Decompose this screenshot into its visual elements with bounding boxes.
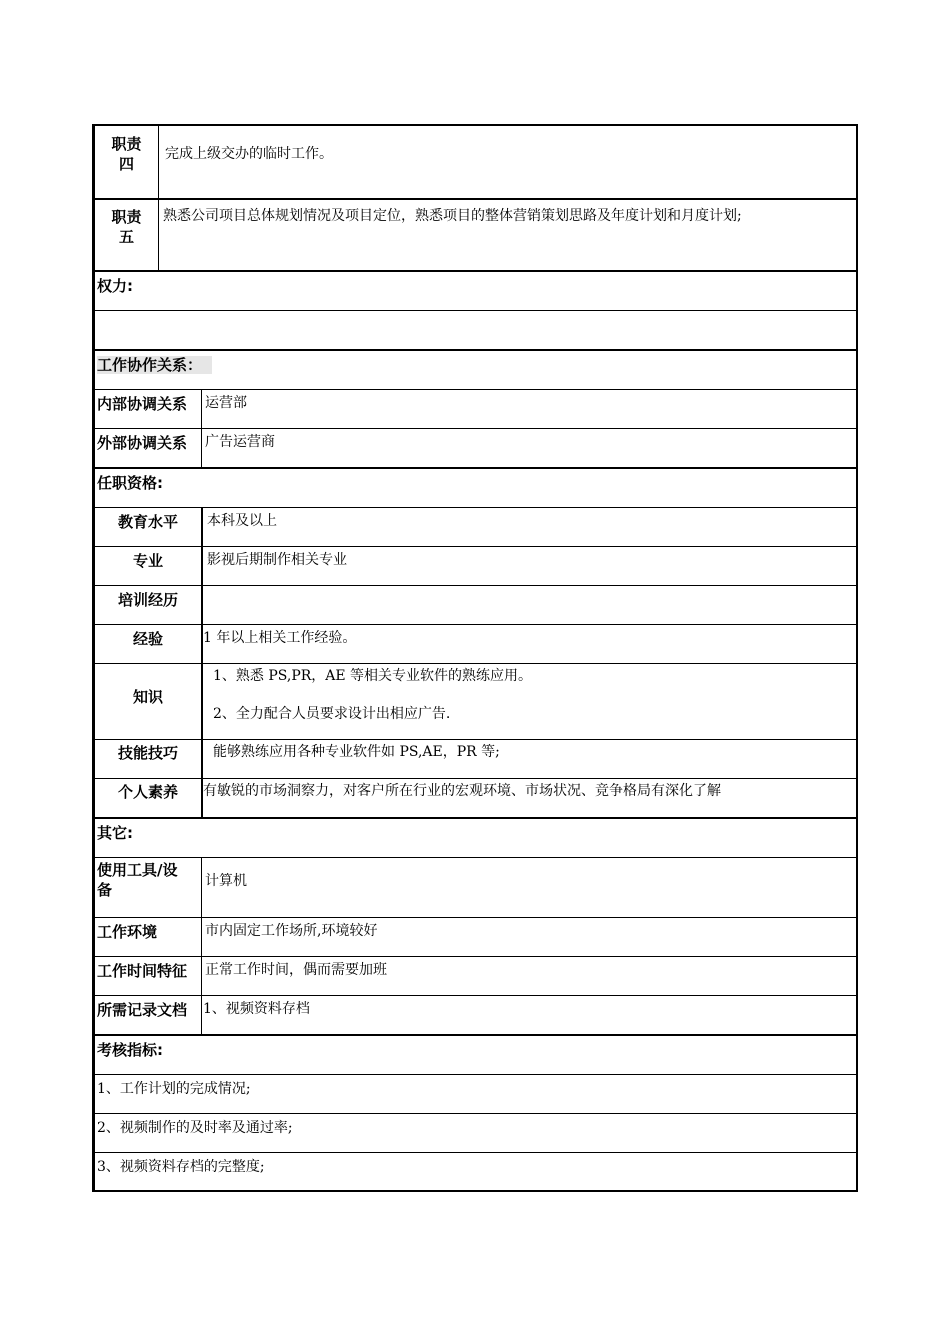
row-divider [95, 546, 856, 547]
knowledge-label: 知识 [132, 688, 163, 706]
education-label: 教育水平 [117, 513, 178, 531]
external-relation-label: 外部协调关系 [97, 434, 188, 452]
row-divider [95, 1152, 856, 1153]
column-divider [158, 126, 159, 270]
knowledge-item: 2、全力配合人员要求设计出相应广告. [213, 706, 451, 722]
experience-value: 1 年以上相关工作经验。 [203, 630, 357, 646]
collaboration-heading: 工作协作关系： [97, 355, 212, 375]
column-divider [201, 857, 202, 1034]
records-label: 所需记录文档 [97, 1001, 188, 1019]
row-divider [95, 310, 856, 311]
row-divider [95, 778, 856, 779]
hours-value: 正常工作时间，偶而需要加班 [205, 962, 387, 978]
environment-value: 市内固定工作场所,环境较好 [205, 923, 378, 939]
hours-label: 工作时间特征 [97, 962, 188, 980]
internal-relation-value: 运营部 [205, 395, 247, 411]
major-label: 专业 [132, 552, 163, 570]
tools-label: 使用工具/设 备 [97, 861, 178, 899]
duty-5-label: 职责 五 [111, 208, 142, 246]
row-divider [95, 624, 856, 625]
authority-heading: 权力: [97, 277, 133, 295]
assessment-item: 1、工作计划的完成情况; [97, 1081, 251, 1097]
column-divider [201, 389, 202, 467]
training-label: 培训经历 [117, 591, 178, 609]
education-value: 本科及以上 [207, 513, 277, 529]
column-divider [201, 507, 203, 817]
qualities-label: 个人素养 [117, 783, 178, 801]
environment-label: 工作环境 [97, 923, 158, 941]
major-value: 影视后期制作相关专业 [207, 552, 347, 568]
row-divider [95, 1113, 856, 1114]
external-relation-value: 广告运营商 [205, 434, 275, 450]
row-divider [95, 428, 856, 429]
skills-label: 技能技巧 [117, 744, 178, 762]
skills-value: 能够熟练应用各种专业软件如 PS,AE，PR 等; [213, 744, 500, 760]
assessment-item: 2、视频制作的及时率及通过率; [97, 1120, 293, 1136]
row-divider [95, 739, 856, 740]
row-divider [95, 467, 856, 469]
knowledge-item: 1、熟悉 PS,PR，AE 等相关专业软件的熟练应用。 [213, 668, 533, 684]
row-divider [95, 917, 856, 918]
qualifications-heading: 任职资格: [97, 474, 163, 492]
row-divider [95, 198, 856, 200]
tools-value: 计算机 [205, 873, 247, 889]
row-divider [95, 995, 856, 996]
row-divider [95, 349, 856, 351]
experience-label: 经验 [132, 630, 163, 648]
duty-4-label: 职责 四 [111, 135, 142, 173]
duty-5-text: 熟悉公司项目总体规划情况及项目定位，熟悉项目的整体营销策划思路及年度计划和月度计划; [163, 208, 742, 224]
row-divider [95, 389, 856, 390]
duty-4-text: 完成上级交办的临时工作。 [165, 146, 333, 162]
row-divider [95, 507, 856, 508]
assessment-item: 3、视频资料存档的完整度; [97, 1159, 265, 1175]
row-divider [95, 857, 856, 858]
assessment-heading: 考核指标: [97, 1041, 163, 1059]
internal-relation-label: 内部协调关系 [97, 395, 188, 413]
row-divider [95, 1034, 856, 1036]
row-divider [95, 1074, 856, 1075]
row-divider [95, 663, 856, 664]
job-description-table [92, 124, 858, 1192]
row-divider [95, 817, 856, 819]
qualities-value: 有敏锐的市场洞察力，对客户所在行业的宏观环境、市场状况、竞争格局有深化了解 [203, 783, 721, 799]
row-divider [95, 270, 856, 272]
row-divider [95, 956, 856, 957]
row-divider [95, 585, 856, 586]
records-value: 1、视频资料存档 [203, 1001, 310, 1017]
other-heading: 其它: [97, 824, 133, 842]
